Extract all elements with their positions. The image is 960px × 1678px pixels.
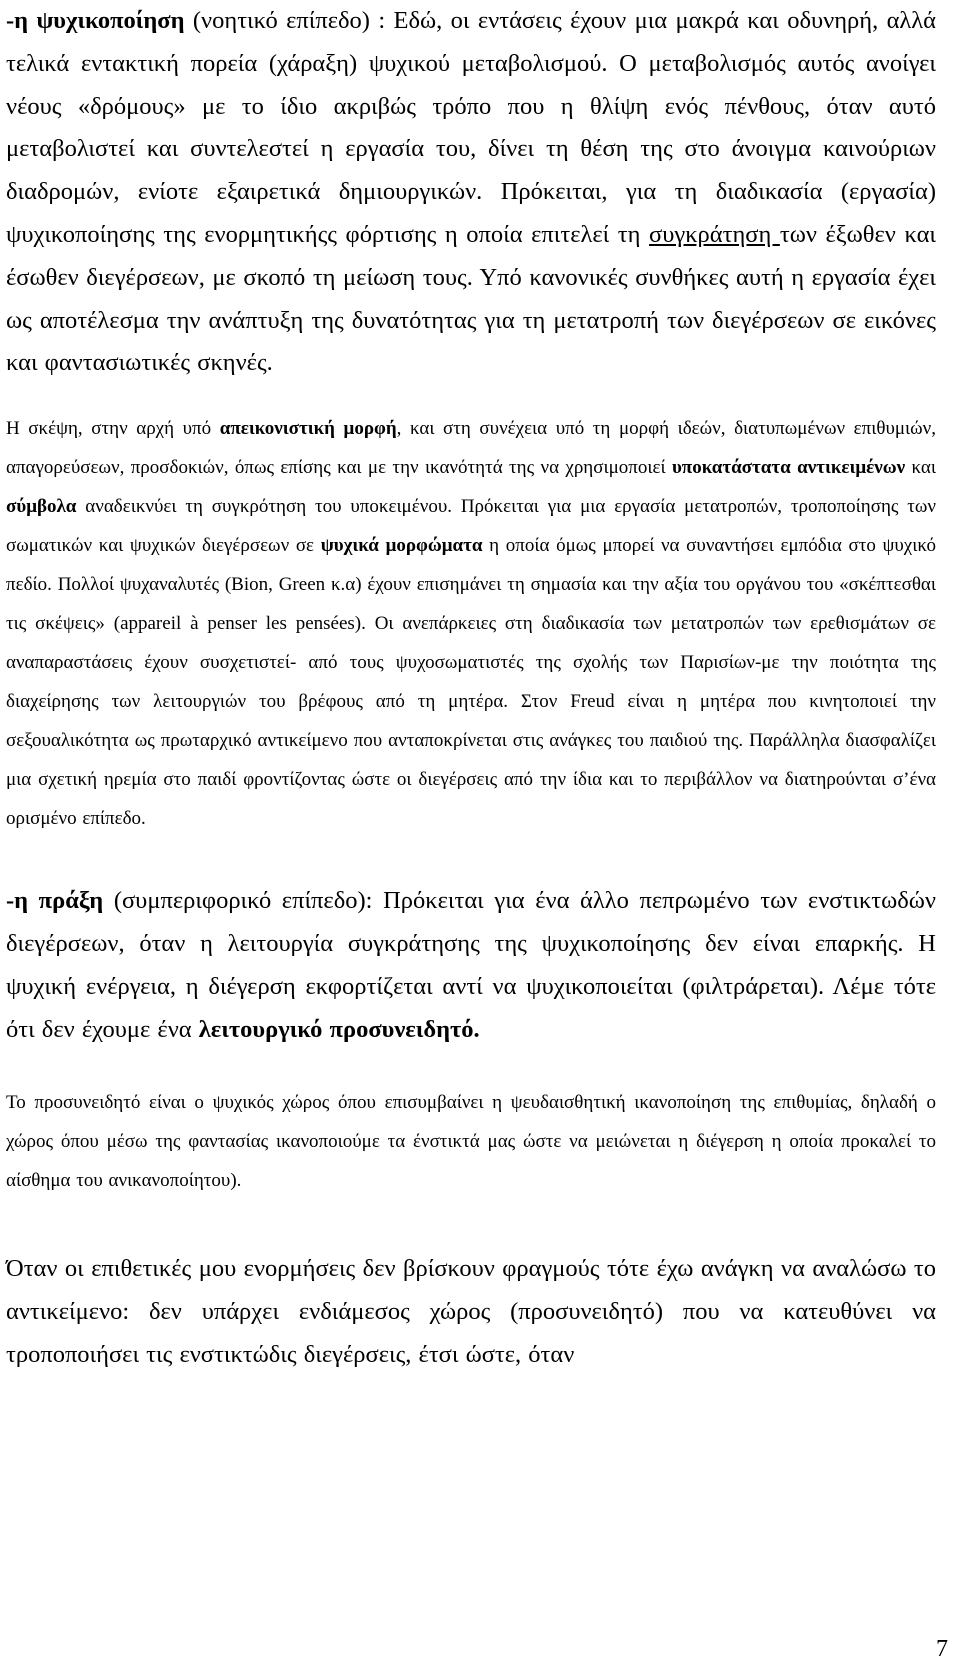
bold-term: ψυχικά μορφώματα — [320, 535, 483, 557]
paragraph-psychicization — [6, 0, 936, 385]
page-number: 7 — [936, 1636, 948, 1662]
bold-term: απεικονιστική μορφή — [219, 418, 397, 440]
underlined-term: συγκράτηση — [649, 220, 780, 248]
paragraph-text: , και στη συνέχεια υπό τη μορφή ιδεών, διατυπωμένων επιθυμιών, απαγορεύσεων, προσδοκιών, όπως επίσης και με την ικανότητά της να χρησιμοποιεί — [6, 418, 937, 479]
paragraph-text: (συμπεριφορικό επίπεδο): Πρόκειται για ένα άλλο πεπρωμένο των ενστικτωδών διεγέρσεων, όταν η λειτουργία συγκράτησης της ψυχικοποίησης δεν είναι επαρκής. Η ψυχική ενέργεια, η διέγερση εκφορτίζεται αντί να ψυχικοποιείται (φιλτράρεται). Λέμε τότε ότι δεν έχουμε ένα — [6, 887, 937, 1043]
bold-term: σύμβολα — [6, 496, 77, 518]
paragraph-text: (νοητικό επίπεδο) : Εδώ, οι εντάσεις έχουν μια μακρά και οδυνηρή, αλλά τελικά εντακτική πορεία (χάραξη) ψυχικού μεταβολισμού. Ο μεταβολισμός αυτός ανοίγει νέους «δρόμους» με το ίδιο ακριβώς τρόπο που η θλίψη ενός πένθους, όταν αυτό μεταβολιστεί και συντελεστεί η εργασία του, δίνει τη θέση της στο άνοιγμα καινούριων διαδρομών, ενίοτε εξαιρετικά δημιουργικών. Πρόκειται, για τη διαδικασία (εργασία) ψυχικοποίησης της ενορμητικήςς φόρτισης η οποία επιτελεί τη — [6, 7, 937, 248]
paragraph-thinking — [6, 409, 936, 838]
paragraph-text: Το προσυνειδητό είναι ο ψυχικός χώρος όπου επισυμβαίνει η ψευδαισθητική ικανοποίηση της επιθυμίας, δηλαδή ο χώρος όπου μέσω της φαντασίας ικανοποιούμε τα ένστικτά μας ώστε να μειώνεται η διέγερση η οποία προκαλεί το αίσθημα του ανικανοποίητου). — [6, 1092, 936, 1192]
document-page — [6, 0, 936, 1377]
paragraph-text: και — [905, 457, 936, 479]
paragraph-text: αναδεικνύει τη συγκρότηση του υποκειμένου. Πρόκειται για μια εργασία μετατροπών, τροποποίησης των σωματικών και ψυχικών διεγέρσεων σε — [6, 496, 936, 557]
bold-term: υποκατάστατα αντικειμένων — [671, 457, 906, 479]
paragraph-text: η οποία όμως μπορεί να συναντήσει εμπόδια στο ψυχικό πεδίο. Πολλοί ψυχαναλυτές (Bion, Green κ.α) έχουν επισημάνει τη σημασία και την αξία του οργάνου του «σκέπτεσθαι τις σκέψεις» (appareil à penser les pensées). Οι ανεπάρκειες στη διαδικασία των μετατροπών των ερεθισμάτων σε αναπαραστάσεις έχουν συσχετιστεί- από τους ψυχοσωματιστές της σχολής των Παρισίων-με την ποιότητα της διαχείρησης των λειτουργιών του βρέφους από τη μητέρα. Στον Freud είναι η μητέρα που κινητοποιεί την σεξουαλικότητα ως πρωταρχικό αντικείμενο που ανταποκρίνεται στις ανάγκες του παιδιού της. Παράλληλα διασφαλίζει μια σχετική ηρεμία στο παιδί φροντίζοντας ώστε οι διεγέρσεις από την ίδια και το περιβάλλον να διατηρούνται σ’ένα ορισμένο επίπεδο. — [6, 535, 936, 830]
paragraph-action — [6, 880, 936, 1051]
bold-term: λειτουργικό προσυνειδητό. — [198, 1015, 480, 1043]
paragraph-aggressive-drives — [6, 1248, 936, 1376]
term-action: -η πράξη — [6, 887, 104, 915]
paragraph-text: Όταν οι επιθετικές μου ενορμήσεις δεν βρίσκουν φραγμούς τότε έχω ανάγκη να αναλώσω το αντικείμενο: δεν υπάρχει ενδιάμεσος χώρος (προσυνειδητό) που να κατευθύνει να τροποποιήσει τις ενστικτώδις διεγέρσεις, έτσι ώστε, όταν — [6, 1255, 936, 1368]
paragraph-text: των έξωθεν και έσωθεν διεγέρσεων, με σκοπό τη μείωση τους. Υπό κανονικές συνθήκες αυτή η εργασία έχει ως αποτέλεσμα την ανάπτυξη της δυνατότητας για τη μετατροπή των διεγέρσεων σε εικόνες και φαντασιωτικές σκηνές. — [6, 220, 937, 377]
paragraph-text: Η σκέψη, στην αρχή υπό — [6, 418, 220, 440]
term-psychicization: -η ψυχικοποίηση — [6, 7, 185, 34]
paragraph-preconscious — [6, 1083, 936, 1200]
